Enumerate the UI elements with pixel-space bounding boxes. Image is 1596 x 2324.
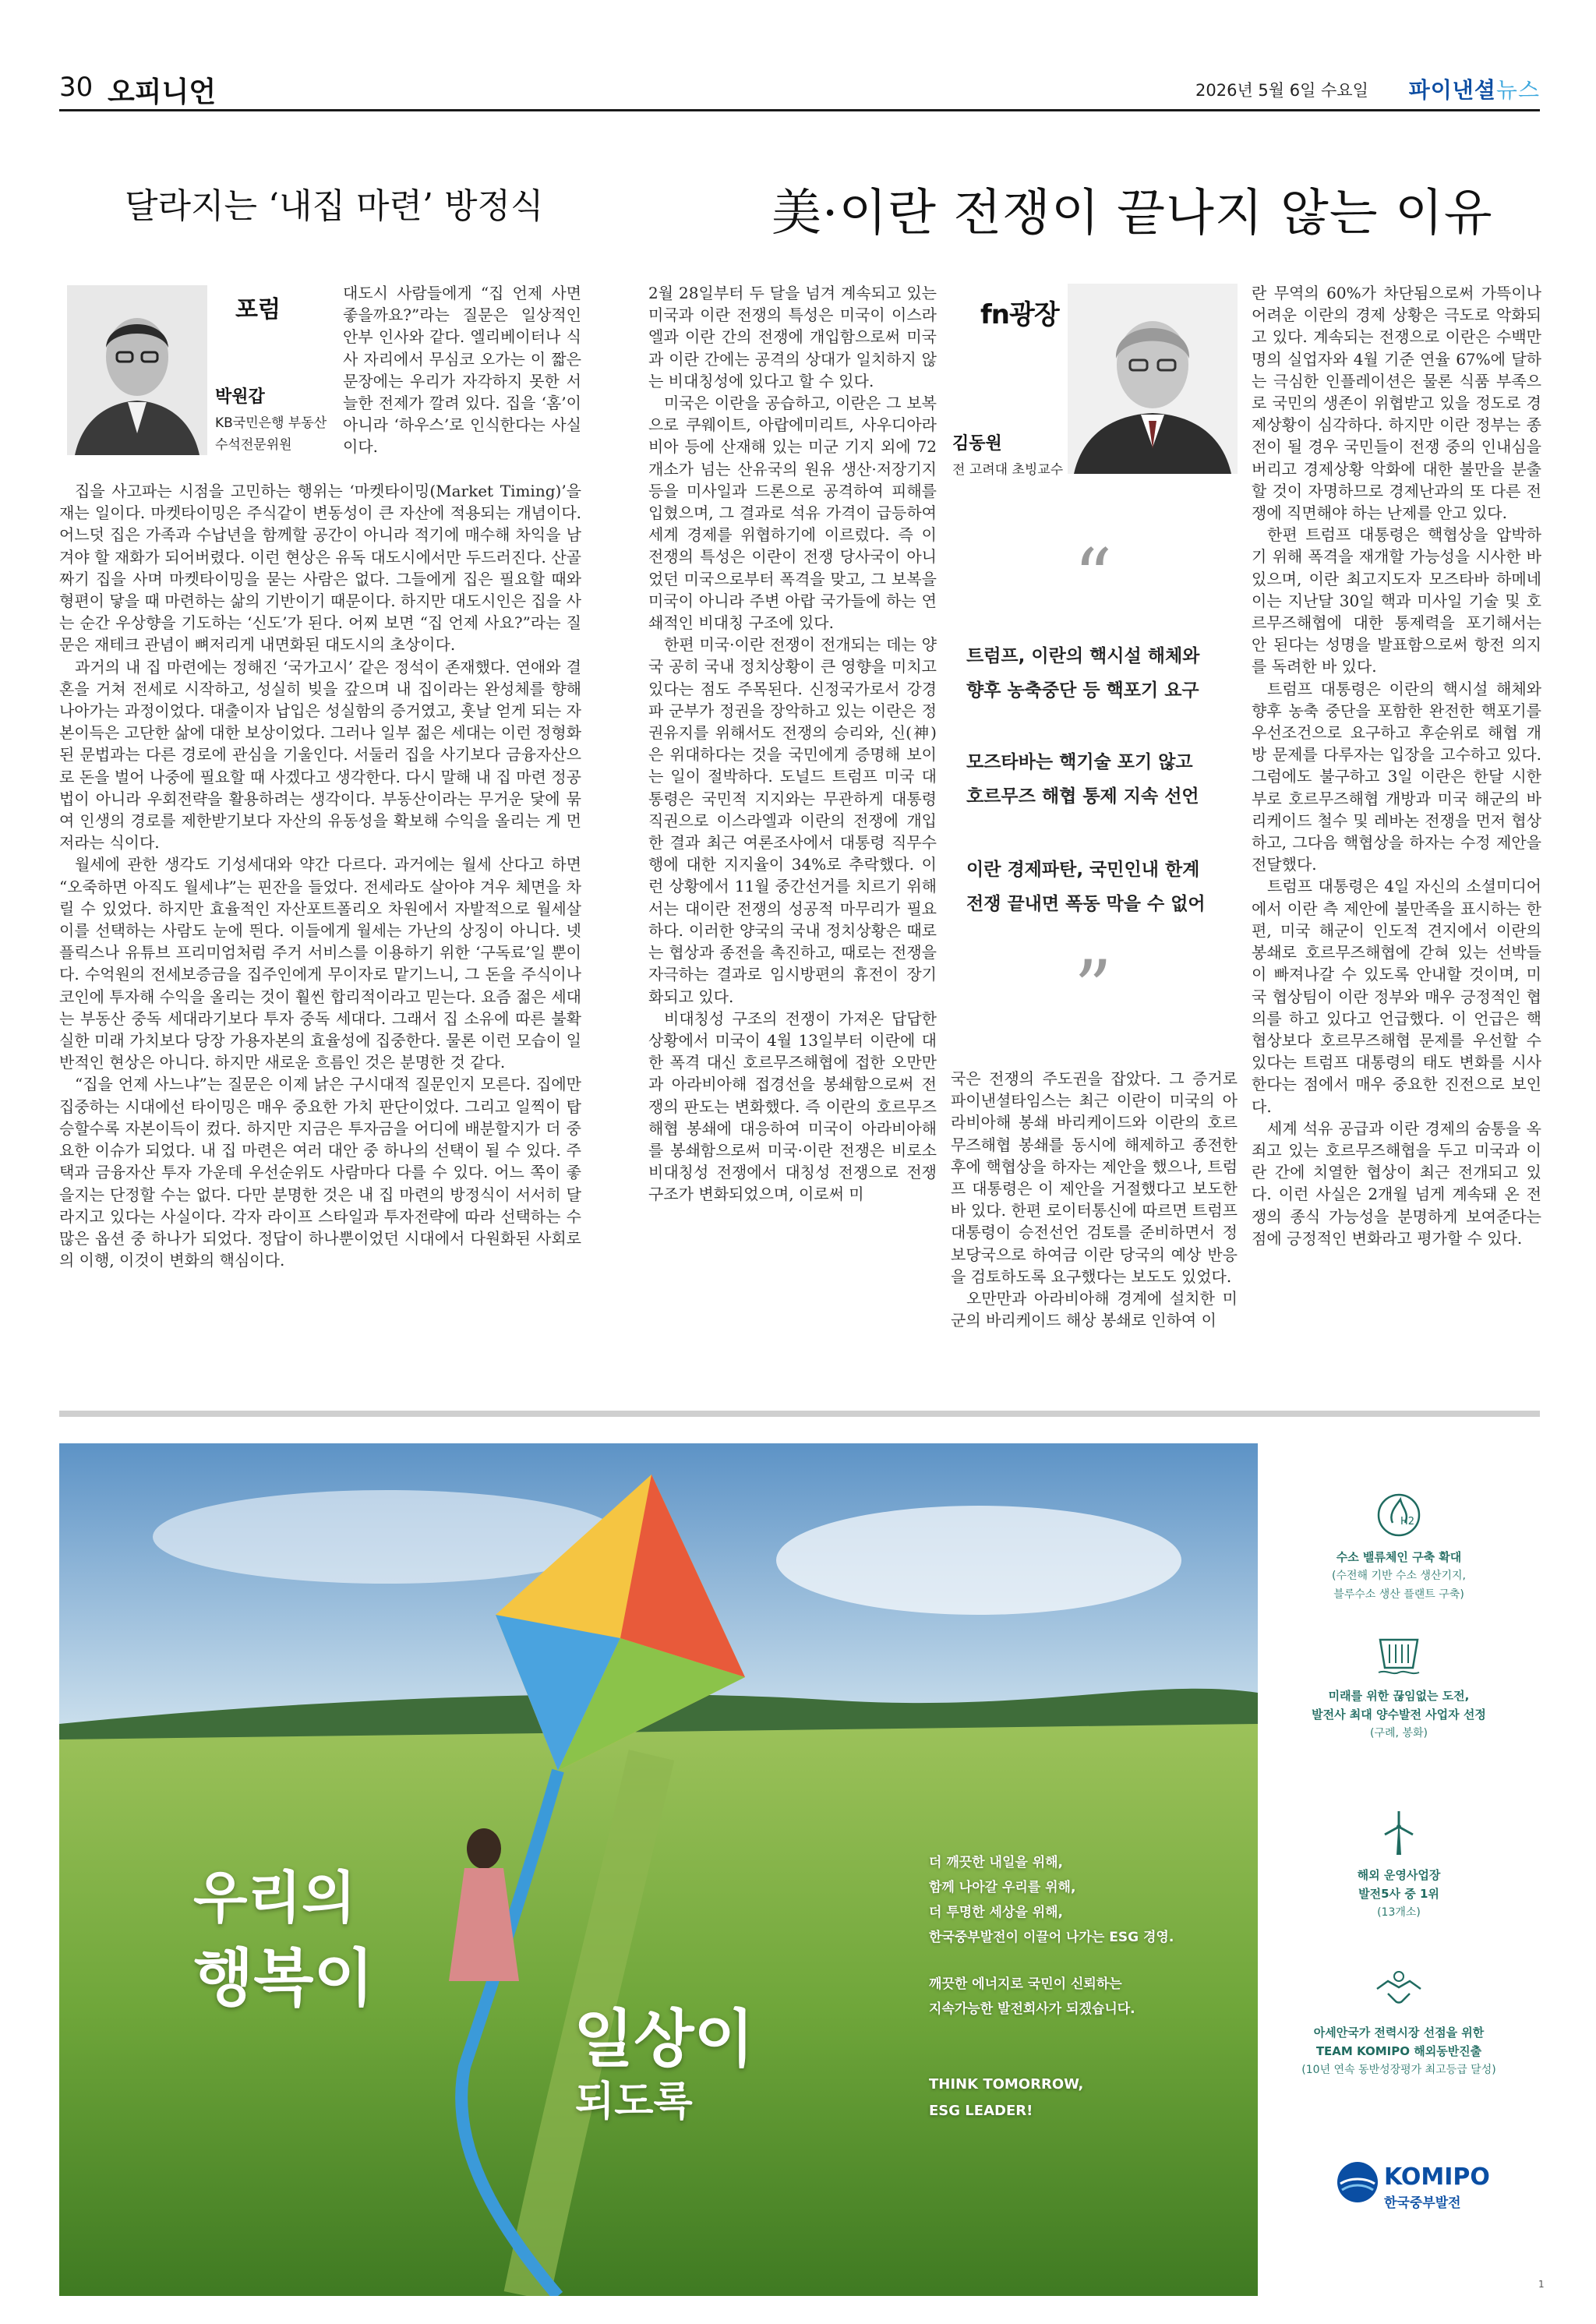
ad-copy-line: 함께 나아갈 우리를 위해, bbox=[929, 1880, 1076, 1895]
svg-text:H2: H2 bbox=[1400, 1516, 1415, 1528]
page-mark: 1 bbox=[1538, 2279, 1545, 2290]
section-title: 오피니언 bbox=[108, 76, 217, 108]
author2-affiliation: 전 고려대 초빙교수 bbox=[952, 462, 1064, 478]
article2-paragraph: 세계 석유 공급과 이란 경제의 숨통을 옥죄고 있는 호르무즈해협을 두고 미국과 이란 간에 치열한 협상이 최근 전개되고 있다. 이런 사실은 2개월 넘게 계속돼 온 전쟁의 종식 가능성을 분명하게 보여준다는 점에 긍정적인 변화라고 평가할 수 있다. bbox=[1252, 1118, 1541, 1248]
ad-copy-line: 더 깨끗한 내일을 위해, bbox=[929, 1855, 1064, 1870]
author2-name: 김동원 bbox=[952, 434, 1002, 454]
article2-column-3 bbox=[1252, 282, 1541, 1389]
feature-sub: (10년 연속 동반성장평가 최고등급 달성) bbox=[1301, 2064, 1496, 2076]
article2-paragraph: 오만만과 아라비아해 경계에 설치한 미군의 바리케이드 해상 봉쇄로 인하여 이 bbox=[951, 1289, 1238, 1330]
dam-icon bbox=[1374, 1629, 1424, 1679]
article2-paragraph: 트럼프 대통령은 4일 자신의 소셜미디어에서 이란 측 제안에 불만족을 표시하는 한편, 미국 해군이 인도적 견지에서 이란의 봉쇄로 호르무즈해협에 갇혀 있는 선박들이 빠져나갈 수 있도록 안내할 것이며, 미국 협상팀이 이란 정부와 매우 긍정적인 협의를 하고 있다고 언급했다. 이 언급은 핵협상보다 호르무즈해협 문제를 우선할 수 있다는 트럼프 대통령의 태도 변화를 시사한다는 점에서 매우 중요한 진전으로 보인다. bbox=[1252, 877, 1541, 1116]
ad-copy-line: 더 투명한 세상을 위해, bbox=[929, 1905, 1064, 1920]
feature-asean bbox=[1258, 1966, 1540, 2079]
ad-headline-2: 행복이 bbox=[193, 1942, 374, 2015]
brand-logo[interactable] bbox=[1409, 73, 1540, 104]
ad-headline-3: 일상이 bbox=[574, 2003, 754, 2075]
article2-paragraph: 2월 28일부터 두 달을 넘겨 계속되고 있는 미국과 이란 전쟁의 특성은 미국이 이스라엘과 이란 간의 전쟁에 개입함으로써 미국과 이란 간에는 공격의 상대가 일치하지 않는 비대칭성에 있다고 할 수 있다. bbox=[648, 284, 937, 390]
feature-title-2: TEAM KOMIPO 해외동반진출 bbox=[1315, 2044, 1482, 2058]
author1-title: 수석전문위원 bbox=[215, 437, 292, 453]
pull-quote-1 bbox=[966, 639, 1228, 708]
author1-photo bbox=[67, 285, 207, 455]
pull-quote-line: 이란 경제파탄, 국민인내 한계 bbox=[966, 860, 1200, 880]
article2-paragraph: 란 무역의 60%가 차단됨으로써 가뜩이나 어려운 이란의 경제 상황은 극도로 악화되고 있다. 계속되는 전쟁으로 이란은 수백만명의 실업자와 4월 기준 연율 67%에 달하는 극심한 인플레이션은 물론 식품 부족으로 국민의 생존이 위협받고 있을 정도로 경제상황이 심각하다. 하지만 이란 정부는 종전이 될 경우 국민들이 전쟁 중의 인내심을 버리고 경제상황 악화에 대한 불만을 분출할 것이 자명하므로 경제난과의 또 다른 전쟁에 직면해야 하는 난제를 안고 있다. bbox=[1252, 284, 1541, 523]
ad-copy-line: 지속가능한 발전회사가 되겠습니다. bbox=[929, 2001, 1135, 2017]
pull-quote-2 bbox=[966, 745, 1228, 814]
article1-paragraph: “집을 언제 사느냐”는 질문은 이제 낡은 구시대적 질문인지 모른다. 집에만 집중하는 시대에선 타이밍은 매우 중요한 가치 판단이었다. 그리고 일찍이 탑승할수록 자본이득이 컸다. 하지만 지금은 투자금을 어디에 배분할지가 더 중요한 이슈가 되었다. 내 집 마련은 여러 대안 중 하나의 선택이 될 수 있다. 주택과 금융자산 투자 가운데 우선순위도 사람마다 다를 수 있다. 어느 쪽이 좋을지는 단정할 수는 없다. 다만 분명한 것은 내 집 마련의 방정식이 서서히 달라지고 있다는 사실이다. 각자 라이프 스타일과 투자전략에 따라 선택하는 수많은 옵션 중 하나가 되었다. 정답이 하나뿐이었던 시대에서 다원화된 사회로의 이행, 이것이 변화의 핵심이다. bbox=[59, 1075, 581, 1270]
feature-title: 해외 운영사업장 bbox=[1357, 1868, 1441, 1882]
close-quote-icon: ” bbox=[1074, 945, 1113, 1032]
feature-sub: 블루수소 생산 플랜트 구축) bbox=[1333, 1588, 1464, 1601]
pull-quote-line: 향후 농축중단 등 핵포기 요구 bbox=[966, 680, 1199, 701]
logo-text-ko: 한국중부발전 bbox=[1384, 2195, 1461, 2211]
article1-paragraph: 월세에 관한 생각도 기성세대와 약간 다르다. 과거에는 월세 산다고 하면 “오죽하면 아직도 월세냐”는 핀잔을 들었다. 전세라도 살아야 겨우 체면을 차릴 수 있었다. 하지만 효율적인 자산포트폴리오 차원에서 자발적으로 월세살이를 선택하는 사람도 눈에 띈다. 이들에게 월세는 가난의 상징이 아니다. 넷플릭스나 유튜브 프리미엄처럼 주거 서비스를 이용하기 위한 ‘구독료’일 뿐이다. 수억원의 전세보증금을 집주인에게 무이자로 맡기느니, 그 돈을 주식이나 코인에 투자해 수익을 올리는 것이 훨씬 합리적이라고 믿는다. 요즘 젊은 세대는 부동산 중독 세대라기보다 투자 중독 세대다. 그래서 집 소유에 따른 불확실한 미래 가치보다 당장 가용자본의 효율성에 집중한다. 물론 이런 모습이 일반적인 현상은 아니다. 하지만 새로운 흐름인 것은 분명한 것 같다. bbox=[59, 855, 581, 1072]
article2-column-2 bbox=[951, 1068, 1238, 1387]
article1-lead bbox=[343, 282, 581, 480]
feature-title: 미래를 위한 끊임없는 도전, bbox=[1328, 1689, 1470, 1703]
article2-paragraph: 트럼프 대통령은 이란의 핵시설 해체와 향후 농축 중단을 포함한 완전한 핵포기를 우선조건으로 요구하고 후순위로 해협 개방 문제를 다루자는 입장을 고수하고 있다. 그럼에도 불구하고 3일 이란은 한달 시한부로 호르무즈해협 개방과 미국 해군의 바리케이드 철수 및 레바논 전쟁을 먼저 협상하고, 그다음 핵협상을 하자는 수정 제안을 전달했다. bbox=[1252, 679, 1541, 874]
feature-sub: (수전해 기반 수소 생산기지, bbox=[1331, 1570, 1467, 1582]
komipo-advertisement[interactable] bbox=[59, 1443, 1540, 2296]
ad-hero-image bbox=[59, 1443, 1258, 2296]
komipo-emblem-icon bbox=[1336, 2160, 1379, 2204]
open-quote-icon: “ bbox=[1074, 533, 1113, 620]
ad-headline-4: 되도록 bbox=[575, 2079, 693, 2125]
article1-paragraph: 집을 사고파는 시점을 고민하는 행위는 ‘마켓타이밍(Market Timing)’을 재는 일이다. 마켓타이밍은 주식같이 변동성이 큰 자산에 적용되는 개념이다. 어느덧 집은 가족과 수납년을 함께할 공간이 아니라 적기에 매수해 차익을 남겨야 할 재화가 되어버렸다. 이런 현상은 유독 대도시에서만 두드러진다. 산골짜기 집을 사며 마켓타이밍을 묻는 사람은 없다. 그들에게 집은 필요할 때와 형편이 닿을 때 마련하는 삶의 기반이기 때문이다. 하지만 대도시인은 집을 사는 순간 우상향을 기도하는 ‘신도’가 된다. 어찌 보면 “집 언제 사요?”라는 질문은 재테크 관념이 뼈저리게 내면화된 대도시의 초상이다. bbox=[59, 482, 581, 655]
handshake-icon bbox=[1374, 1966, 1424, 2015]
pull-quote-line: 호르무즈 해협 통제 지속 선언 bbox=[966, 786, 1199, 807]
feature-overseas bbox=[1258, 1808, 1540, 1922]
ad-copy-block-1 bbox=[929, 1850, 1209, 1950]
article2-column-1 bbox=[648, 282, 937, 1389]
column-kicker: 포럼 bbox=[235, 296, 281, 323]
issue-date: 2026년 5월 6일 수요일 bbox=[1195, 81, 1368, 100]
article2-paragraph: 한편 미국·이란 전쟁이 전개되는 데는 양국 공히 국내 정치상황이 큰 영향을 미치고 있다는 점도 주목된다. 신정국가로서 강경파 군부가 정권을 장악하고 있는 이란은 정권유지를 위해서도 전쟁의 승리와, 신(神)은 위대하다는 것을 국민에게 증명해 보이는 일이 절박하다. 도널드 트럼프 미국 대통령은 국민적 지지와는 무관하게 대통령 직권으로 이스라엘과 이란의 전쟁에 개입한 결과 최근 여론조사에서 대통령 직무수행에 대한 지지율이 34%로 추락했다. 이런 상황에서 11월 중간선거를 치르기 위해서는 대이란 전쟁의 성공적 마무리가 필요하다. 이러한 양국의 국내 정치상황은 때로는 협상과 종전을 촉진하고, 때로는 전쟁을 자극하는 결과로 임시방편의 휴전이 장기화되고 있다. bbox=[648, 635, 937, 1006]
article2-paragraph: 국은 전쟁의 주도권을 잡았다. 그 증거로 파이낸셜타임스는 최근 이란이 미국의 아라비아해 봉쇄 바리케이드와 이란의 호르무즈해협 봉쇄를 동시에 해제하고 종전한 후에 핵협상을 하자는 제안을 했으나, 트럼프 대통령은 이 제안을 거절했다고 보도한 바 있다. 한편 로이터통신에 따르면 트럼프 대통령이 승전선언 검토를 준비하면서 정보당국으로 하여금 이란 당국의 예상 반응을 검토하도록 요구했다는 보도도 있었다. bbox=[951, 1069, 1238, 1286]
wind-turbine-icon bbox=[1374, 1808, 1424, 1858]
column-kicker-fn: fn광장 bbox=[980, 299, 1059, 330]
article1-paragraph: 과거의 내 집 마련에는 정해진 ‘국가고시’ 같은 정석이 존재했다. 연애와 결혼을 거쳐 전세로 시작하고, 성실히 빚을 갚으며 내 집이라는 완성체를 향해 나아가는 과정이었다. 대출이자 납입은 성실함의 증거였고, 훗날 얻게 되는 자본이득은 고단한 삶에 대한 보상이었다. 그러나 일부 젊은 세대는 이런 정형화된 문법과는 다른 경로에 관심을 기울인다. 서둘러 집을 사기보다 금융자산으로 돈을 벌어 나중에 필요할 때 사겠다고 생각한다. 다시 말해 내 집 마련 정공법이 아니라 우회전략을 활용하려는 생각이다. 부동산이라는 무거운 닻에 묶여 인생의 경로를 제한받기보다 자산의 유동성을 확보해 수익을 올리는 게 먼저라는 식이다. bbox=[59, 657, 581, 853]
article1-headline: 달라지는 ‘내집 마련’ 방정식 bbox=[125, 186, 544, 226]
feature-title-2: 발전5사 중 1위 bbox=[1358, 1887, 1439, 1901]
article2-paragraph: 미국은 이란을 공습하고, 이란은 그 보복으로 쿠웨이트, 아랍에미리트, 사우디아라비아 등에 산재해 있는 미군 기지 외에 72개소가 넘는 산유국의 원유 생산·저장기지 등을 미사일과 드론으로 공격하여 피해를 입혔으며, 그 결과로 석유 가격이 급등하여 세계 경제를 위협하기에 이르렀다. 즉 이 전쟁의 특성은 이란이 전쟁 당사국이 아니었던 미국으로부터 폭격을 맞고, 그 보복을 미국이 아니라 주변 아랍 국가들에 하는 연쇄적인 비대칭 구조에 있다. bbox=[648, 394, 937, 633]
page-header bbox=[59, 72, 1540, 106]
feature-sub: (구례, 봉화) bbox=[1370, 1727, 1428, 1739]
ad-copy-line: 깨끗한 에너지로 국민이 신뢰하는 bbox=[929, 1976, 1122, 1992]
header-rule bbox=[59, 109, 1540, 111]
ad-feature-panel bbox=[1258, 1443, 1540, 2296]
ad-headline-1: 우리의 bbox=[193, 1865, 356, 1930]
author1-name: 박원갑 bbox=[215, 387, 265, 407]
article2-paragraph: 한편 트럼프 대통령은 핵협상을 압박하기 위해 폭격을 재개할 가능성을 시사한 바 있으며, 이란 최고지도자 모즈타바 하메네이는 지난달 30일 핵과 미사일 기술 및 호르무즈해협에 대한 통제력을 포기해서는 안 된다는 성명을 발표함으로써 항전 의지를 독려한 바 있다. bbox=[1252, 525, 1541, 676]
author2-photo bbox=[1068, 284, 1238, 474]
feature-title: 아세안국가 전력시장 선점을 위한 bbox=[1313, 2026, 1485, 2040]
brand-main: 파이낸셜 bbox=[1408, 77, 1496, 103]
article2-headline: 美·이란 전쟁이 끝나지 않는 이유 bbox=[772, 185, 1493, 242]
article2-paragraph: 비대칭성 구조의 전쟁이 가져온 답답한 상황에서 미국이 4월 13일부터 이란에 대한 폭격 대신 호르무즈해협에 접한 오만만과 아라비아해 접경선을 봉쇄함으로써 전쟁의 판도는 변화했다. 즉 이란의 호르무즈해협 봉쇄에 대응하여 미국이 아라비아해를 봉쇄함으로써 미국·이란 전쟁은 비로소 비대칭성 전쟁에서 대칭성 전쟁으로 전쟁 구조가 변화되었으며, 이로써 미 bbox=[648, 1008, 937, 1204]
pull-quote-line: 전쟁 끝내면 폭동 막을 수 없어 bbox=[966, 894, 1206, 914]
brand-sub: 뉴스 bbox=[1495, 77, 1540, 103]
section-divider bbox=[59, 1411, 1540, 1417]
ad-copy-block-2 bbox=[929, 1972, 1209, 2022]
article1-lead-paragraph: 대도시 사람들에게 “집 언제 사면 좋을까요?”라는 질문은 일상적인 안부 인사와 같다. 엘리베이터나 식사 자리에서 무심코 오가는 이 짧은 문장에는 우리가 자각하지 못한 서늘한 전제가 깔려 있다. 집을 ‘홈’이 아니라 ‘하우스’로 인식한다는 사실이다. bbox=[343, 284, 581, 457]
ad-slogan-line: ESG LEADER! bbox=[929, 2103, 1033, 2119]
ad-copy-line: 한국중부발전이 이끌어 나가는 ESG 경영. bbox=[929, 1930, 1174, 1945]
author1-affiliation: KB국민은행 부동산 bbox=[215, 415, 327, 431]
feature-title: 수소 밸류체인 구축 확대 bbox=[1336, 1550, 1462, 1564]
pull-quote-line: 모즈타바는 핵기술 포기 않고 bbox=[966, 752, 1193, 772]
article1-body bbox=[59, 480, 581, 1400]
pull-quote-line: 트럼프, 이란의 핵시설 해체와 bbox=[966, 646, 1200, 666]
feature-pumped-storage bbox=[1258, 1629, 1540, 1743]
logo-text-en: KOMIPO bbox=[1384, 2163, 1490, 2191]
feature-hydrogen bbox=[1258, 1490, 1540, 1604]
feature-sub: (13개소) bbox=[1377, 1906, 1421, 1919]
komipo-logo[interactable] bbox=[1336, 2160, 1507, 2223]
ad-slogan bbox=[929, 2071, 1163, 2124]
hydrogen-icon bbox=[1374, 1490, 1424, 1540]
feature-title-2: 발전사 최대 양수발전 사업자 선정 bbox=[1312, 1708, 1486, 1722]
ad-slogan-line: THINK TOMORROW, bbox=[929, 2076, 1084, 2093]
page-number: 30 bbox=[59, 72, 94, 103]
pull-quote-3 bbox=[966, 853, 1228, 921]
